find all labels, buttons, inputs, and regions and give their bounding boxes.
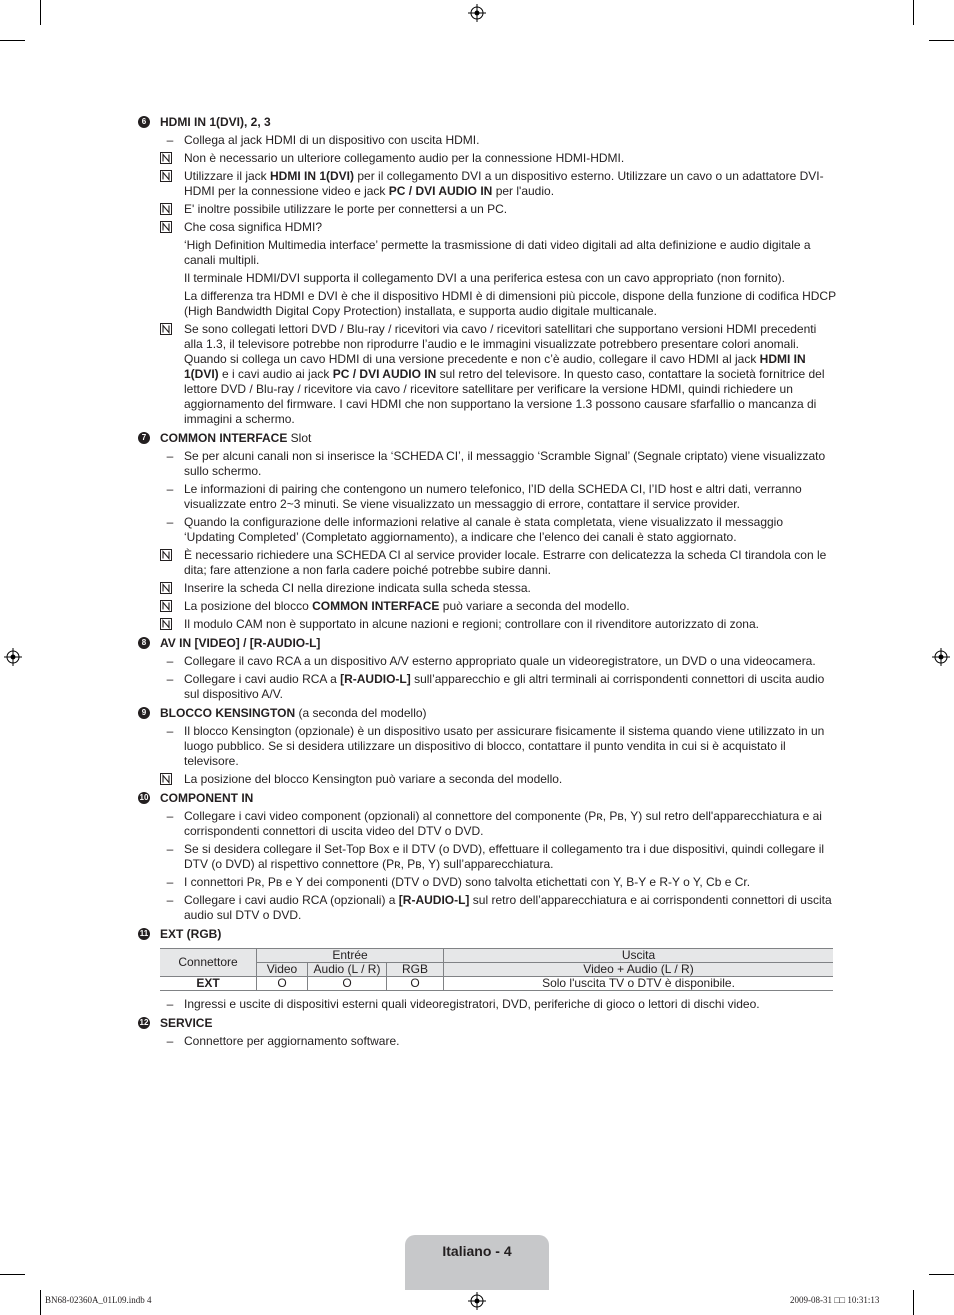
note-item	[138, 220, 836, 235]
text-run: Il modulo CAM non è supportato in alcune nazioni e regioni; controllare con il rivenditore autorizzato di zona.	[184, 617, 759, 631]
dash-bullet: –	[166, 449, 174, 463]
text-run: È necessario richiedere una SCHEDA CI al service provider locale. Estrarre con delicatezza la scheda CI tirandola con le dita; fare attenzione a non farla cadere poiché potrebbe subire danni.	[184, 548, 827, 577]
text-run: La posizione del blocco	[184, 599, 313, 613]
section-title-text: EXT (RGB)	[160, 927, 222, 941]
section	[138, 636, 836, 702]
section-title	[138, 115, 836, 130]
text-run: Il terminale HDMI/DVI supporta il collegamento DVI a una periferica estesa con un cavo appropriato (non fornito).	[184, 271, 785, 285]
section	[138, 431, 836, 632]
table-header: Uscita	[444, 949, 834, 963]
note-item	[138, 202, 836, 217]
text-run: Collega al jack HDMI di un dispositivo con uscita HDMI.	[184, 133, 480, 147]
page-label: Italiano - 4	[442, 1243, 512, 1259]
bullet-item	[138, 449, 836, 479]
table-header: Connettore	[160, 949, 257, 977]
registration-mark-icon	[932, 648, 950, 666]
section	[138, 927, 836, 1012]
note-item	[138, 322, 836, 427]
crop-mark	[0, 1274, 25, 1275]
crop-mark	[929, 1274, 954, 1275]
crop-mark	[913, 0, 914, 25]
section-number-icon: 12	[139, 1018, 149, 1027]
dash-bullet: –	[166, 842, 174, 856]
section-title	[138, 706, 836, 721]
text-run: Il blocco Kensington (opzionale) è un dispositivo usato per assicurare fisicamente il sistema quando viene utilizzato in un luogo pubblico. Se si desidera utilizzare un dispositivo di blocco, contattare il punto vendita in cui si è acquistato il televisore.	[184, 724, 825, 768]
table-cell: EXT	[160, 977, 257, 991]
section-title-text: BLOCCO KENSINGTON	[160, 706, 296, 720]
crop-mark	[40, 0, 41, 25]
table-cell: O	[387, 977, 444, 991]
text-run: Utilizzare il jack	[184, 169, 271, 183]
text-run: Le informazioni di pairing che contengono un numero telefonico, l’ID della SCHEDA CI, l’ID host e altri dati, verranno visualizzate entro 2~3 minuti. Se viene visualizzato un messaggio di errore, contattare il service provider.	[184, 482, 802, 511]
registration-mark-icon	[468, 1292, 486, 1310]
section-title	[138, 791, 836, 806]
text-run: e i cavi audio ai jack	[218, 367, 333, 381]
text-run: per l'audio.	[492, 184, 555, 198]
section-number-icon: 10	[139, 793, 149, 802]
bullet-item	[138, 672, 836, 702]
bullet-item	[138, 809, 836, 839]
dash-bullet: –	[166, 133, 174, 147]
text-run: ‘High Definition Multimedia interface’ permette la trasmissione di dati video digitali ad alta definizione e audio digitale a canali multipli.	[184, 238, 811, 267]
page-tab	[405, 1235, 549, 1290]
table-subheader: Video + Audio (L / R)	[444, 963, 834, 977]
note-icon	[160, 152, 172, 164]
note-item	[138, 548, 836, 578]
text-run: Se si desidera collegare il Set-Top Box e il DTV (o DVD), effettuare il collegamento tra i due dispositivi, quindi collegare il DTV (o DVD) al rispettivo connettore (Pʀ, Pʙ, Y) sull’apparecchiatura.	[184, 842, 825, 871]
dash-bullet: –	[166, 672, 174, 686]
bullet-item	[138, 515, 836, 545]
text-run: La posizione del blocco Kensington può variare a seconda del modello.	[184, 772, 563, 786]
note-item	[138, 581, 836, 596]
section-title-text: COMPONENT IN	[160, 791, 254, 805]
bullet-item	[138, 654, 836, 669]
text-run: Collegare il cavo RCA a un dispositivo A/V esterno appropriato quale un videoregistratore, un DVD o una videocamera.	[184, 654, 816, 668]
text-run: HDMI IN 1(DVI)	[270, 169, 355, 183]
section-number-icon: 6	[138, 116, 150, 128]
section	[138, 115, 836, 427]
text-run: La differenza tra HDMI e DVI è che il dispositivo HDMI è di dimensioni più piccole, dispone della funzione di codifica HDCP (High Bandwidth Digital Copy Protection) installata, e supporta audio digitale multicanale.	[184, 289, 836, 318]
text-run: Se sono collegati lettori DVD / Blu-ray / ricevitori via cavo / ricevitori satellitari che supportano versioni HDMI precedenti alla 1.3, il televisore potrebbe non riprodurre l’audio e le immagini visualizzate potrebbero presentare colori anomali. Quando si collega un cavo HDMI di una versione precedente e non c’è audio, collegare il cavo HDMI al jack	[184, 322, 817, 366]
dash-bullet: –	[166, 724, 174, 738]
section-title-suffix: (a seconda del modello)	[295, 706, 427, 720]
text-run: Se per alcuni canali non si inserisce la ‘SCHEDA CI’, il messaggio ‘Scramble Signal’ (Segnale criptato) viene visualizzato sullo schermo.	[184, 449, 826, 478]
text-run: sul retro del televisore. In questo caso, contattare la società fornitrice del lettore DVD / Blu-ray / ricevitore via cavo / ricevitore satellitare per verificare la versione HDMI, quindi richiedere un aggiornamento del firmware. I cavi HDMI che non supportano la versione 1.3 possono causare sfarfallio o mancanza di immagini a schermo.	[184, 367, 825, 426]
text-run: Collegare i cavi audio RCA a	[184, 672, 341, 686]
note-icon	[160, 170, 172, 182]
note-item	[138, 151, 836, 166]
dash-bullet: –	[166, 1034, 174, 1048]
dash-bullet: –	[166, 809, 174, 823]
note-icon	[160, 618, 172, 630]
section-title	[138, 636, 836, 651]
text-run: [R-AUDIO-L]	[398, 893, 470, 907]
bullet-item	[138, 724, 836, 769]
table-header: Entrée	[257, 949, 444, 963]
dash-bullet: –	[166, 515, 174, 529]
bullet-item	[138, 133, 836, 148]
table-subheader: Video	[257, 963, 308, 977]
section-title	[138, 1016, 836, 1031]
text-run: può variare a seconda del modello.	[439, 599, 630, 613]
text-run: [R-AUDIO-L]	[340, 672, 411, 686]
section-title-text: COMMON INTERFACE	[160, 431, 288, 445]
crop-mark	[929, 40, 954, 41]
date-info: 2009-08-31 □□ 10:31:13	[790, 1295, 880, 1305]
bullet-item	[138, 893, 836, 923]
note-icon	[160, 582, 172, 594]
text-run: COMMON INTERFACE	[312, 599, 440, 613]
text-run: per il collegamento DVI a un dispositivo esterno. Utilizzare un cavo o un adattatore DVI-HDMI per la connessione video e jack	[184, 169, 824, 198]
crop-mark	[40, 1290, 41, 1315]
text-run: I connettori Pʀ, Pʙ e Y dei componenti (DTV o DVD) sono talvolta etichettati con Y, B-Y e R-Y o Y, Cb e Cr.	[184, 875, 751, 889]
file-info: BN68-02360A_01L09.indb 4	[45, 1295, 152, 1305]
section	[138, 706, 836, 787]
section	[138, 791, 836, 923]
table-cell: Solo l'uscita TV o DTV è disponibile.	[444, 977, 834, 991]
section-title-text: SERVICE	[160, 1016, 213, 1030]
text-run: Non è necessario un ulteriore collegamento audio per la connessione HDMI-HDMI.	[184, 151, 625, 165]
section-title-text: HDMI IN 1(DVI), 2, 3	[160, 115, 271, 129]
text-run: sul retro dell’apparecchiatura e ai corrispondenti connettori di uscita audio sul DTV o DVD.	[184, 893, 832, 922]
note-item	[138, 772, 836, 787]
bullet-item	[138, 997, 836, 1012]
section-title-suffix: Slot	[287, 431, 312, 445]
section-number-icon: 11	[139, 929, 149, 938]
crop-mark	[913, 1290, 914, 1315]
table-cell: O	[308, 977, 387, 991]
section-number-icon: 8	[138, 637, 150, 649]
section-title-text: AV IN [VIDEO] / [R-AUDIO-L]	[160, 636, 321, 650]
section-number-icon: 9	[138, 707, 150, 719]
text-run: Quando la configurazione delle informazioni relative al canale è stata completata, viene visualizzato il messaggio ‘Updating Completed’ (Completato aggiornamento), a indicare che l’elenco dei canali è stato aggiornato.	[184, 515, 784, 544]
text-run: Collegare i cavi audio RCA (opzionali) a	[184, 893, 399, 907]
text-run: Ingressi e uscite di dispositivi esterni quali videoregistratori, DVD, periferiche di gioco o lettori di dischi video.	[184, 997, 760, 1011]
note-icon	[160, 600, 172, 612]
note-item	[138, 617, 836, 632]
dash-bullet: –	[166, 654, 174, 668]
text-run: E' inoltre possibile utilizzare le porte per connettersi a un PC.	[184, 202, 508, 216]
text-run: HDMI IN 1(DVI)	[184, 352, 806, 381]
table-subheader: Audio (L / R)	[308, 963, 387, 977]
ext-table	[160, 948, 833, 991]
section-number-icon: 7	[138, 432, 150, 444]
bullet-item	[138, 482, 836, 512]
note-icon	[160, 549, 172, 561]
note-paragraph	[138, 271, 836, 286]
text-run: Inserire la scheda CI nella direzione indicata sulla scheda stessa.	[184, 581, 531, 595]
bullet-item	[138, 1034, 836, 1049]
note-item	[138, 599, 836, 614]
registration-mark-icon	[468, 4, 486, 22]
bullet-item	[138, 842, 836, 872]
note-icon	[160, 221, 172, 233]
section-title	[138, 431, 836, 446]
section	[138, 1016, 836, 1049]
text-run: Connettore per aggiornamento software.	[184, 1034, 400, 1048]
note-icon	[160, 323, 172, 335]
manual-content	[138, 111, 836, 1052]
dash-bullet: –	[166, 875, 174, 889]
table-subheader: RGB	[387, 963, 444, 977]
text-run: PC / DVI AUDIO IN	[388, 184, 493, 198]
note-icon	[160, 203, 172, 215]
note-paragraph	[138, 289, 836, 319]
note-item	[138, 169, 836, 199]
text-run: Collegare i cavi video component (opzionali) al connettore del componente (Pʀ, Pʙ, Y) sul retro dell'apparecchiatura e ai corrispondenti connettori di uscita video del DTV o DVD.	[184, 809, 822, 838]
crop-mark	[0, 40, 25, 41]
note-icon	[160, 773, 172, 785]
text-run: Che cosa significa HDMI?	[184, 220, 323, 234]
dash-bullet: –	[166, 893, 174, 907]
text-run: PC / DVI AUDIO IN	[332, 367, 437, 381]
section-title	[138, 927, 836, 942]
dash-bullet: –	[166, 482, 174, 496]
table-cell: O	[257, 977, 308, 991]
dash-bullet: –	[166, 997, 174, 1011]
bullet-item	[138, 875, 836, 890]
text-run: sull’apparecchio e gli altri terminali ai corrispondenti connettori di uscita audio sul dispositivo A/V.	[184, 672, 825, 701]
registration-mark-icon	[4, 648, 22, 666]
note-paragraph	[138, 238, 836, 268]
